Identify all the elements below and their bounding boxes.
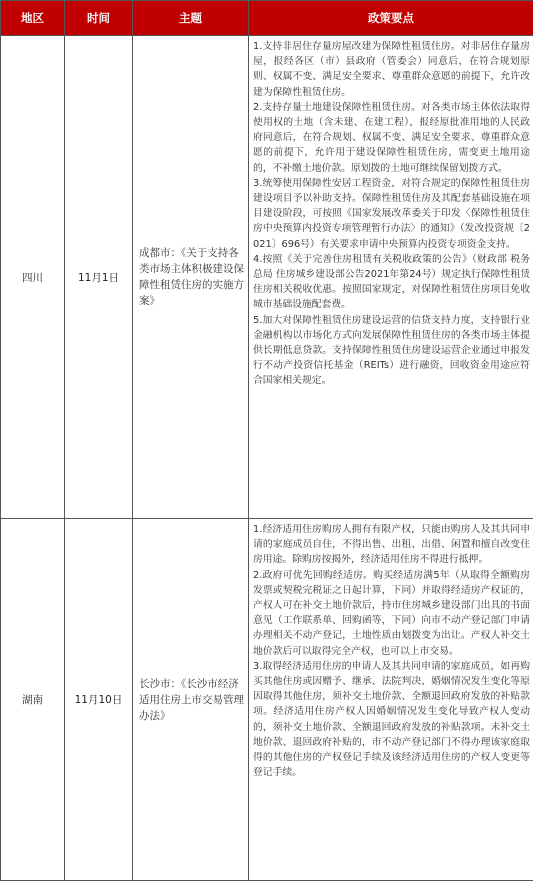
table-row (1, 36, 533, 519)
header-row (1, 1, 533, 36)
policy-point: 5.加大对保障性租赁住房建设运营的信贷支持力度，支持银行业金融机构以市场化方式向发展保障性租赁住房的各类市场主体提供长期低息贷款。支持保障性租赁住房建设运营企业通过申报发行不动产投资信托基金（REITs）进行融资，回收资金用途应符合国家相关规定。 (253, 314, 530, 387)
topic-cell: 成都市：《关于支持各类市场主体积极建设保障性租赁住房的实施方案》 (133, 36, 249, 519)
policy-point: 4.按照《关于完善住房租赁有关税收政策的公告》（财政部 税务总局 住房城乡建设部公告2021年第24号）规定执行保障性租赁住房相关税收优惠。按照国家规定，对保障性租赁住房项目免收城市基础设施配套费。 (253, 253, 530, 311)
header-time: 时间 (65, 1, 133, 36)
policy-point: 1.经济适用住房购房人拥有有限产权，只能由购房人及其共同申请的家庭成员自住，不得出售、出租、出借、闲置和擅自改变住房用途。除购房按揭外，经济适用住房不得进行抵押。 (253, 524, 530, 566)
policy-point: 2.支持存量土地建设保障性租赁住房。对各类市场主体依法取得使用权的土地（含未建、在建工程），报经原批准用地的人民政府同意后，在符合规划、权属不变、满足安全要求、尊重群众意愿的前提下，允许用于建设保障性租赁住房，需变更土地用途的，不补缴土地价款。原划拨的土地可继续保留划拨方式。 (253, 101, 530, 174)
policy-point: 1.支持非居住存量房屋改建为保障性租赁住房。对非居住存量房屋，报经各区（市）县政府（管委会）同意后，在符合规划原则、权属不变、满足安全要求、尊重群众意愿的前提下，允许改建为保障性租赁住房。 (253, 41, 530, 98)
topic-cell: 长沙市：《长沙市经济适用住房上市交易管理办法》 (133, 519, 249, 881)
date-cell: 11月10日 (65, 519, 133, 881)
policy-point: 3.统筹使用保障性安居工程资金，对符合规定的保障性租赁住房建设项目予以补助支持。保障性租赁住房及其配套基础设施在项目建设阶段，可按照《国家发展改革委关于印发〈保障性租赁住房中央预算内投资专项管理暂行办法〉的通知》（发改投资规〔2021〕696号）有关要求申请中央预算内投资专项资金支持。 (253, 177, 530, 250)
header-topic: 主题 (133, 1, 249, 36)
region-cell: 湖南 (1, 519, 65, 881)
table-row (1, 519, 533, 881)
policy-point: 3.取得经济适用住房的申请人及其共同申请的家庭成员，如再购买其他住房或因赠予、继承、法院判决、婚姻情况发生变化等原因取得其他住房，须补交土地价款、全额退回政府发放的补贴款项。经济适用住房产权人因婚姻情况发生变化导致产权人变动的，须补交土地价款、全额退回政府发放的补贴款项。未补交土地价款、退回政府补贴的，市不动产登记部门不得办理该家庭取得的其他住房的产权登记手续及该经济适用住房的产权人变更等登记手续。 (253, 660, 530, 779)
header-region: 地区 (1, 1, 65, 36)
policy-point: 2.政府可优先回购经适房。购买经适房满5年（从取得全额购房发票或契税完税证之日起计算，下同）并取得经适房产权证的，产权人可在补交土地价款后，持市住房城乡建设部门出具的书面意见（工作联系单、回购函等，下同）向市不动产登记部门申请办理相关不动产登记，土地性质由划拨变为出让。产权人补交土地价款后可以取得完全产权，也可以上市交易。 (253, 569, 530, 657)
policy-points-cell (249, 36, 533, 519)
date-cell: 11月1日 (65, 36, 133, 519)
policy-points-cell (249, 519, 533, 881)
header-points: 政策要点 (249, 1, 533, 36)
region-cell: 四川 (1, 36, 65, 519)
